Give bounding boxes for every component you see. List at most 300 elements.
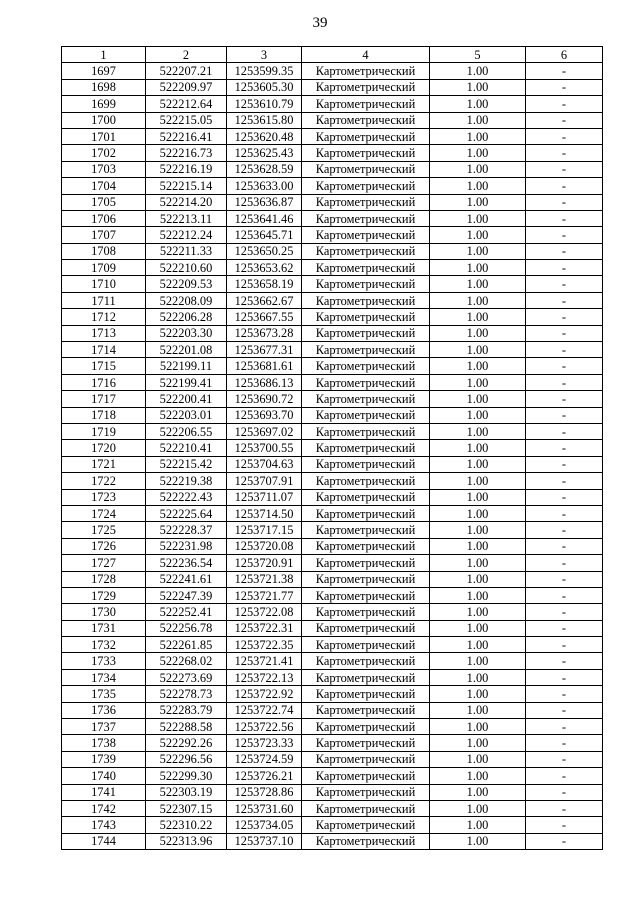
header-cell: 4 xyxy=(302,47,430,63)
table-cell: - xyxy=(526,522,603,538)
table-cell: - xyxy=(526,784,603,800)
table-cell: Картометрический xyxy=(302,538,430,554)
table-row xyxy=(62,63,603,79)
table-body xyxy=(62,63,603,850)
table-cell: - xyxy=(526,374,603,390)
table-cell: 1253650.25 xyxy=(227,243,302,259)
table-cell: 1723 xyxy=(62,489,146,505)
table-cell: 1253731.60 xyxy=(227,800,302,816)
table-cell: 1742 xyxy=(62,800,146,816)
table-row xyxy=(62,833,603,849)
table-cell: 1741 xyxy=(62,784,146,800)
table-cell: 1.00 xyxy=(430,735,526,751)
table-cell: 1253720.91 xyxy=(227,555,302,571)
table-row xyxy=(62,505,603,521)
table-cell: 522228.37 xyxy=(146,522,227,538)
table-cell: 522203.01 xyxy=(146,407,227,423)
table-cell: 1253610.79 xyxy=(227,96,302,112)
table-row xyxy=(62,243,603,259)
table-cell: 1698 xyxy=(62,79,146,95)
table-cell: 1731 xyxy=(62,620,146,636)
table-row xyxy=(62,112,603,128)
table-cell: 1719 xyxy=(62,423,146,439)
table-cell: Картометрический xyxy=(302,276,430,292)
table-cell: - xyxy=(526,637,603,653)
table-row xyxy=(62,686,603,702)
table-cell: 1.00 xyxy=(430,489,526,505)
table-cell: Картометрический xyxy=(302,391,430,407)
table-cell: - xyxy=(526,210,603,226)
table-cell: - xyxy=(526,440,603,456)
table-cell: - xyxy=(526,505,603,521)
table-cell: 522209.53 xyxy=(146,276,227,292)
table-row xyxy=(62,571,603,587)
table-cell: 522199.41 xyxy=(146,374,227,390)
table-row xyxy=(62,145,603,161)
table-cell: Картометрический xyxy=(302,686,430,702)
table-cell: 1737 xyxy=(62,719,146,735)
table-cell: 522313.96 xyxy=(146,833,227,849)
table-cell: 1253726.21 xyxy=(227,768,302,784)
table-cell: 1725 xyxy=(62,522,146,538)
table-cell: Картометрический xyxy=(302,505,430,521)
table-cell: 522203.30 xyxy=(146,325,227,341)
table-cell: - xyxy=(526,456,603,472)
table-row xyxy=(62,440,603,456)
table-cell: 1.00 xyxy=(430,702,526,718)
table-cell: 522201.08 xyxy=(146,342,227,358)
table-cell: - xyxy=(526,342,603,358)
table-cell: 1253662.67 xyxy=(227,292,302,308)
table-cell: 1714 xyxy=(62,342,146,358)
table-row xyxy=(62,227,603,243)
table-cell: 522296.56 xyxy=(146,751,227,767)
table-cell: 1.00 xyxy=(430,522,526,538)
table-cell: Картометрический xyxy=(302,194,430,210)
header-row xyxy=(62,47,603,63)
table-cell: 1702 xyxy=(62,145,146,161)
table-cell: 1708 xyxy=(62,243,146,259)
table-cell: 522216.73 xyxy=(146,145,227,161)
table-cell: 1.00 xyxy=(430,391,526,407)
table-cell: 1.00 xyxy=(430,96,526,112)
table-cell: 522256.78 xyxy=(146,620,227,636)
table-cell: 522219.38 xyxy=(146,473,227,489)
table-cell: Картометрический xyxy=(302,145,430,161)
table-cell: - xyxy=(526,423,603,439)
table-cell: 1711 xyxy=(62,292,146,308)
table-cell: 1253721.38 xyxy=(227,571,302,587)
table-cell: Картометрический xyxy=(302,358,430,374)
table-cell: - xyxy=(526,145,603,161)
table-cell: 1.00 xyxy=(430,358,526,374)
table-cell: 522216.19 xyxy=(146,161,227,177)
table-cell: Картометрический xyxy=(302,522,430,538)
table-cell: Картометрический xyxy=(302,374,430,390)
table-cell: 1729 xyxy=(62,587,146,603)
table-row xyxy=(62,702,603,718)
table-cell: 1743 xyxy=(62,817,146,833)
table-cell: 1728 xyxy=(62,571,146,587)
table-cell: 1253728.86 xyxy=(227,784,302,800)
table-row xyxy=(62,423,603,439)
coordinates-table xyxy=(61,46,603,850)
header-cell: 1 xyxy=(62,47,146,63)
table-cell: 522215.14 xyxy=(146,178,227,194)
table-cell: 1732 xyxy=(62,637,146,653)
table-cell: 522206.55 xyxy=(146,423,227,439)
table-cell: 1712 xyxy=(62,309,146,325)
table-cell: 522206.28 xyxy=(146,309,227,325)
table-cell: 522252.41 xyxy=(146,604,227,620)
table-cell: Картометрический xyxy=(302,79,430,95)
table-cell: - xyxy=(526,194,603,210)
table-cell: Картометрический xyxy=(302,817,430,833)
table-cell: 522283.79 xyxy=(146,702,227,718)
table-cell: 522310.22 xyxy=(146,817,227,833)
table-cell: 522303.19 xyxy=(146,784,227,800)
table-cell: 1253721.41 xyxy=(227,653,302,669)
table-cell: Картометрический xyxy=(302,571,430,587)
table-cell: - xyxy=(526,63,603,79)
table-cell: Картометрический xyxy=(302,128,430,144)
table-row xyxy=(62,735,603,751)
table-cell: Картометрический xyxy=(302,63,430,79)
table-cell: 1.00 xyxy=(430,637,526,653)
table-row xyxy=(62,669,603,685)
page-number: 39 xyxy=(312,15,328,31)
table-cell: Картометрический xyxy=(302,669,430,685)
table-cell: 1730 xyxy=(62,604,146,620)
table-cell: Картометрический xyxy=(302,473,430,489)
table-cell: 1734 xyxy=(62,669,146,685)
table-cell: - xyxy=(526,833,603,849)
table-cell: 522199.11 xyxy=(146,358,227,374)
table-cell: 1.00 xyxy=(430,686,526,702)
table-cell: 1253636.87 xyxy=(227,194,302,210)
table-cell: - xyxy=(526,768,603,784)
table-cell: 1253724.59 xyxy=(227,751,302,767)
table-cell: 1.00 xyxy=(430,653,526,669)
table-row xyxy=(62,653,603,669)
table-cell: 1.00 xyxy=(430,620,526,636)
table-cell: 522215.42 xyxy=(146,456,227,472)
table-cell: 1.00 xyxy=(430,374,526,390)
table-row xyxy=(62,260,603,276)
table-cell: 1.00 xyxy=(430,63,526,79)
table-cell: 1727 xyxy=(62,555,146,571)
table-cell: 1253633.00 xyxy=(227,178,302,194)
table-cell: 522261.85 xyxy=(146,637,227,653)
table-cell: Картометрический xyxy=(302,423,430,439)
table-cell: Картометрический xyxy=(302,489,430,505)
table-cell: - xyxy=(526,620,603,636)
table-cell: 1.00 xyxy=(430,423,526,439)
table-cell: 1735 xyxy=(62,686,146,702)
table-row xyxy=(62,276,603,292)
table-cell: 522212.64 xyxy=(146,96,227,112)
table-cell: 1710 xyxy=(62,276,146,292)
table-row xyxy=(62,407,603,423)
table-row xyxy=(62,178,603,194)
table-cell: 522214.20 xyxy=(146,194,227,210)
table-cell: - xyxy=(526,260,603,276)
table-row xyxy=(62,637,603,653)
table-cell: 522213.11 xyxy=(146,210,227,226)
table-cell: 522231.98 xyxy=(146,538,227,554)
table-cell: Картометрический xyxy=(302,620,430,636)
table-cell: 1.00 xyxy=(430,227,526,243)
table-cell: 1703 xyxy=(62,161,146,177)
table-cell: 1.00 xyxy=(430,784,526,800)
table-cell: 1253628.59 xyxy=(227,161,302,177)
table-cell: 1697 xyxy=(62,63,146,79)
table-row xyxy=(62,768,603,784)
table-row xyxy=(62,210,603,226)
table-cell: - xyxy=(526,96,603,112)
table-row xyxy=(62,620,603,636)
table-cell: Картометрический xyxy=(302,210,430,226)
table-cell: - xyxy=(526,473,603,489)
table-cell: - xyxy=(526,817,603,833)
table-cell: 1253723.33 xyxy=(227,735,302,751)
table-row xyxy=(62,784,603,800)
table-row xyxy=(62,522,603,538)
table-cell: - xyxy=(526,800,603,816)
table-cell: 522292.26 xyxy=(146,735,227,751)
table-cell: - xyxy=(526,358,603,374)
table-cell: 1733 xyxy=(62,653,146,669)
table-cell: Картометрический xyxy=(302,719,430,735)
table-cell: 1253722.56 xyxy=(227,719,302,735)
table-cell: 1.00 xyxy=(430,604,526,620)
table-cell: - xyxy=(526,686,603,702)
table-cell: - xyxy=(526,325,603,341)
table-row xyxy=(62,374,603,390)
table-cell: - xyxy=(526,571,603,587)
table-cell: 1253720.08 xyxy=(227,538,302,554)
table-cell: - xyxy=(526,128,603,144)
table-cell: 1253605.30 xyxy=(227,79,302,95)
table-cell: Картометрический xyxy=(302,227,430,243)
table-cell: 1253737.10 xyxy=(227,833,302,849)
table-row xyxy=(62,292,603,308)
table-cell: - xyxy=(526,112,603,128)
table-cell: Картометрический xyxy=(302,833,430,849)
table-cell: Картометрический xyxy=(302,325,430,341)
table-cell: 1.00 xyxy=(430,276,526,292)
table-cell: 1253653.62 xyxy=(227,260,302,276)
table-cell: Картометрический xyxy=(302,587,430,603)
table-cell: 1739 xyxy=(62,751,146,767)
table-cell: 1706 xyxy=(62,210,146,226)
table-cell: 1720 xyxy=(62,440,146,456)
table-cell: 1704 xyxy=(62,178,146,194)
table-cell: 1253673.28 xyxy=(227,325,302,341)
table-cell: 1.00 xyxy=(430,342,526,358)
table-cell: 1717 xyxy=(62,391,146,407)
table-row xyxy=(62,719,603,735)
table-cell: 522200.41 xyxy=(146,391,227,407)
table-cell: Картометрический xyxy=(302,735,430,751)
table-row xyxy=(62,342,603,358)
table-cell: Картометрический xyxy=(302,178,430,194)
table-cell: 1.00 xyxy=(430,243,526,259)
table-row xyxy=(62,194,603,210)
table-cell: 1253645.71 xyxy=(227,227,302,243)
table-cell: 522215.05 xyxy=(146,112,227,128)
table-cell: - xyxy=(526,227,603,243)
table-cell: 1.00 xyxy=(430,145,526,161)
table-row xyxy=(62,309,603,325)
table-cell: Картометрический xyxy=(302,309,430,325)
table-cell: - xyxy=(526,604,603,620)
table-cell: 1718 xyxy=(62,407,146,423)
table-row xyxy=(62,96,603,112)
table-row xyxy=(62,456,603,472)
table-cell: 1.00 xyxy=(430,161,526,177)
table-cell: 1705 xyxy=(62,194,146,210)
table-cell: 1.00 xyxy=(430,800,526,816)
table-cell: 1253686.13 xyxy=(227,374,302,390)
table-cell: 1.00 xyxy=(430,768,526,784)
table-cell: 1253721.77 xyxy=(227,587,302,603)
table-cell: 1253641.46 xyxy=(227,210,302,226)
table-cell: Картометрический xyxy=(302,440,430,456)
table-cell: 1253722.74 xyxy=(227,702,302,718)
table-cell: 1.00 xyxy=(430,833,526,849)
table-cell: Картометрический xyxy=(302,112,430,128)
table-cell: 1253667.55 xyxy=(227,309,302,325)
table-cell: 1738 xyxy=(62,735,146,751)
table-cell: 1.00 xyxy=(430,79,526,95)
table-cell: 1253677.31 xyxy=(227,342,302,358)
table-cell: Картометрический xyxy=(302,751,430,767)
table-cell: - xyxy=(526,653,603,669)
header-cell: 6 xyxy=(526,47,603,63)
table-cell: 1253734.05 xyxy=(227,817,302,833)
table-cell: Картометрический xyxy=(302,800,430,816)
table-cell: - xyxy=(526,161,603,177)
table-cell: - xyxy=(526,669,603,685)
table-cell: 522207.21 xyxy=(146,63,227,79)
table-cell: - xyxy=(526,587,603,603)
table-cell: 1253620.48 xyxy=(227,128,302,144)
table-cell: 1736 xyxy=(62,702,146,718)
table-cell: - xyxy=(526,391,603,407)
table-cell: 1.00 xyxy=(430,260,526,276)
table-cell: Картометрический xyxy=(302,96,430,112)
table-cell: Картометрический xyxy=(302,555,430,571)
table-cell: 522222.43 xyxy=(146,489,227,505)
table-cell: 1701 xyxy=(62,128,146,144)
table-header xyxy=(62,47,603,63)
table-cell: Картометрический xyxy=(302,768,430,784)
table-cell: 522307.15 xyxy=(146,800,227,816)
table-cell: Картометрический xyxy=(302,702,430,718)
table-cell: 1253681.61 xyxy=(227,358,302,374)
table-cell: 1721 xyxy=(62,456,146,472)
table-row xyxy=(62,538,603,554)
table-cell: Картометрический xyxy=(302,342,430,358)
table-cell: 1.00 xyxy=(430,587,526,603)
table-cell: 522278.73 xyxy=(146,686,227,702)
table-cell: 522247.39 xyxy=(146,587,227,603)
table-cell: 1.00 xyxy=(430,440,526,456)
table-cell: Картометрический xyxy=(302,260,430,276)
table-cell: 1715 xyxy=(62,358,146,374)
table-cell: 1253722.92 xyxy=(227,686,302,702)
table-cell: - xyxy=(526,292,603,308)
table-cell: - xyxy=(526,489,603,505)
table-row xyxy=(62,555,603,571)
table-cell: 1253704.63 xyxy=(227,456,302,472)
table-cell: 1724 xyxy=(62,505,146,521)
table-cell: 522299.30 xyxy=(146,768,227,784)
header-cell: 3 xyxy=(227,47,302,63)
table-cell: 1253714.50 xyxy=(227,505,302,521)
table-cell: 1253700.55 xyxy=(227,440,302,456)
table-cell: Картометрический xyxy=(302,637,430,653)
table-cell: - xyxy=(526,735,603,751)
table-row xyxy=(62,817,603,833)
table-row xyxy=(62,325,603,341)
table-cell: - xyxy=(526,178,603,194)
table-row xyxy=(62,128,603,144)
table-row xyxy=(62,800,603,816)
table-cell: 1713 xyxy=(62,325,146,341)
table-cell: 1.00 xyxy=(430,817,526,833)
table-cell: 1716 xyxy=(62,374,146,390)
table-cell: Картометрический xyxy=(302,243,430,259)
table-cell: - xyxy=(526,538,603,554)
table-cell: 1253722.13 xyxy=(227,669,302,685)
table-cell: 1253717.15 xyxy=(227,522,302,538)
table-cell: 1744 xyxy=(62,833,146,849)
table-cell: 1253722.35 xyxy=(227,637,302,653)
table-cell: 522208.09 xyxy=(146,292,227,308)
table-row xyxy=(62,751,603,767)
table-row xyxy=(62,604,603,620)
table-cell: 1253697.02 xyxy=(227,423,302,439)
table-cell: 522211.33 xyxy=(146,243,227,259)
table-cell: Картометрический xyxy=(302,161,430,177)
table-cell: 1253690.72 xyxy=(227,391,302,407)
table-row xyxy=(62,587,603,603)
table-cell: 1253722.31 xyxy=(227,620,302,636)
table-cell: 1253707.91 xyxy=(227,473,302,489)
table-cell: Картометрический xyxy=(302,784,430,800)
table-cell: 1.00 xyxy=(430,669,526,685)
table-cell: 1699 xyxy=(62,96,146,112)
table-row xyxy=(62,358,603,374)
table-cell: 522210.60 xyxy=(146,260,227,276)
table-cell: Картометрический xyxy=(302,407,430,423)
table-cell: - xyxy=(526,276,603,292)
table-row xyxy=(62,473,603,489)
table-cell: 522241.61 xyxy=(146,571,227,587)
header-cell: 2 xyxy=(146,47,227,63)
table-cell: 1.00 xyxy=(430,719,526,735)
table-cell: 1253711.07 xyxy=(227,489,302,505)
table-cell: 522273.69 xyxy=(146,669,227,685)
table-cell: 1.00 xyxy=(430,210,526,226)
table-cell: 1707 xyxy=(62,227,146,243)
header-cell: 5 xyxy=(430,47,526,63)
table-cell: 1253599.35 xyxy=(227,63,302,79)
table-cell: 1253693.70 xyxy=(227,407,302,423)
table-cell: 1253658.19 xyxy=(227,276,302,292)
